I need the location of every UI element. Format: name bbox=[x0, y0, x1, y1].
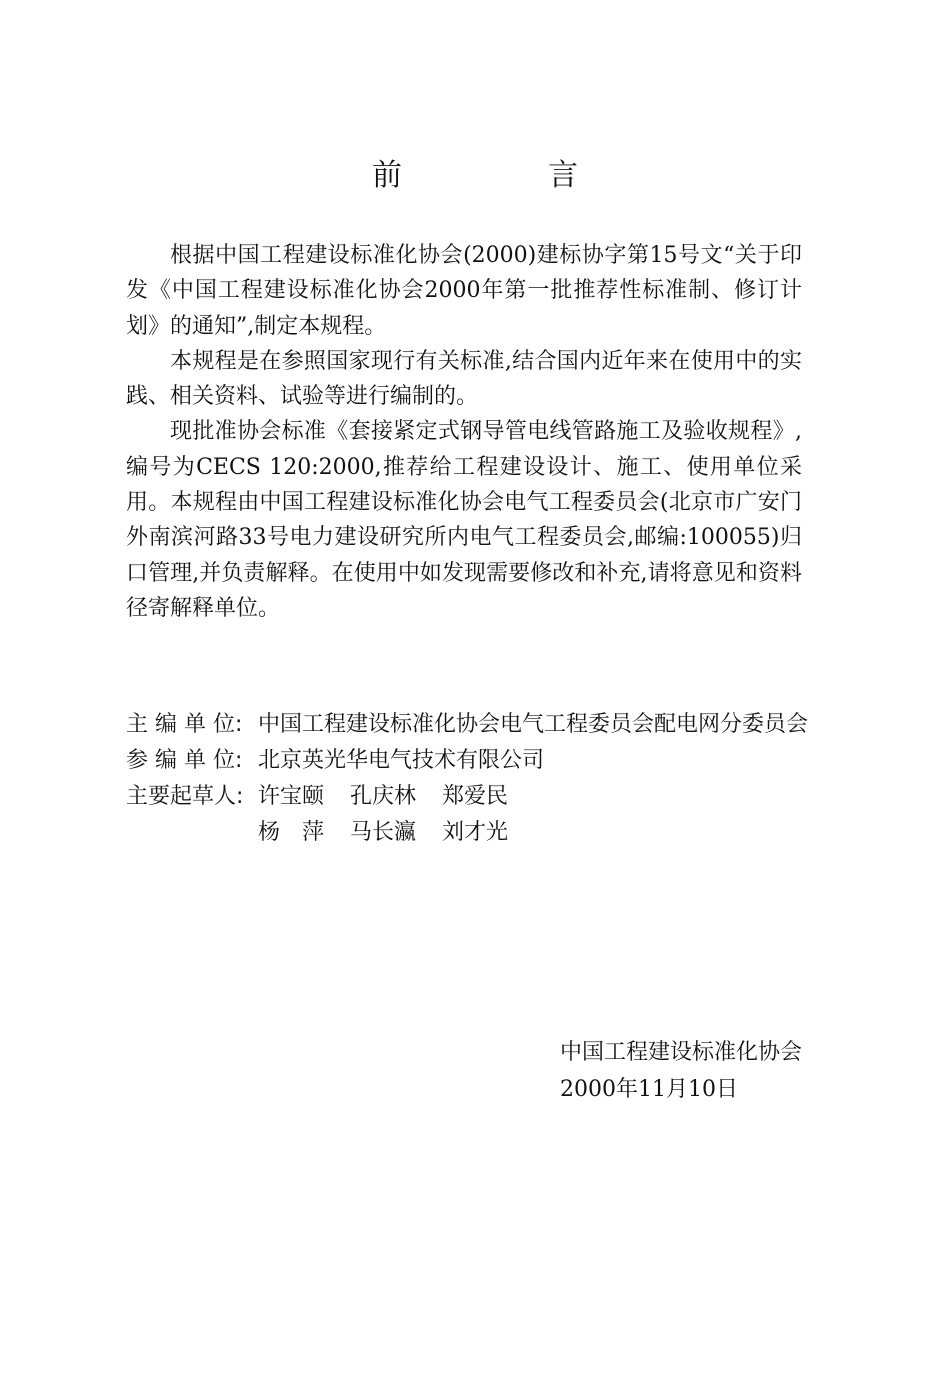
preface-paragraph-1: 根据中国工程建设标准化协会(2000)建标协字第15号文“关于印发《中国工程建设标准化协会2000年第一批推荐性标准制、修订计划》的通知”,制定本规程。 bbox=[126, 243, 802, 339]
drafter-name: 杨萍 bbox=[258, 820, 347, 845]
participant-row bbox=[126, 743, 816, 779]
preface-body bbox=[126, 238, 802, 626]
drafters-label-spacer bbox=[126, 815, 258, 851]
signature-organization: 中国工程建设标准化协会 bbox=[559, 1040, 802, 1065]
chief-editor-value: 中国工程建设标准化协会电气工程委员会配电网分委员会 bbox=[258, 712, 809, 737]
drafter-name: 孔庆林 bbox=[350, 784, 417, 809]
chief-editor-label: 主 编 单 位: bbox=[126, 712, 243, 737]
signature-block bbox=[520, 1034, 802, 1108]
drafter-name: 刘才光 bbox=[442, 820, 509, 845]
drafter-name: 马长瀛 bbox=[350, 820, 417, 845]
drafters-row-1 bbox=[126, 779, 816, 815]
participant-label: 参 编 单 位: bbox=[126, 748, 243, 773]
preface-paragraph-3: 现批准协会标准《套接紧定式钢导管电线管路施工及验收规程》,编号为CECS 120:2000,推荐给工程建设设计、施工、使用单位采用。本规程由中国工程建设标准化协会电气工程委员会(北京市广安门外南滨河路33号电力建设研究所内电气工程委员会,邮编:100055)归口管理,并负责解释。在使用中如发现需要修改和补充,请将意见和资料径寄解释单位。 bbox=[126, 419, 802, 621]
drafters-label: 主要起草人: bbox=[126, 784, 244, 809]
drafter-name: 许宝颐 bbox=[258, 784, 325, 809]
participant-value: 北京英光华电气技术有限公司 bbox=[258, 748, 545, 773]
drafters-names-1 bbox=[258, 779, 816, 815]
page-title: 前 言 bbox=[372, 158, 636, 193]
credits-block bbox=[126, 707, 816, 851]
signature-date: 2000年11月10日 bbox=[560, 1077, 738, 1102]
drafter-name: 郑爱民 bbox=[442, 784, 509, 809]
chief-editor-row bbox=[126, 707, 816, 743]
drafters-row-2 bbox=[126, 815, 816, 851]
drafters-names-2 bbox=[258, 815, 816, 851]
preface-paragraph-2: 本规程是在参照国家现行有关标准,结合国内近年来在使用中的实践、相关资料、试验等进行编制的。 bbox=[126, 348, 802, 410]
